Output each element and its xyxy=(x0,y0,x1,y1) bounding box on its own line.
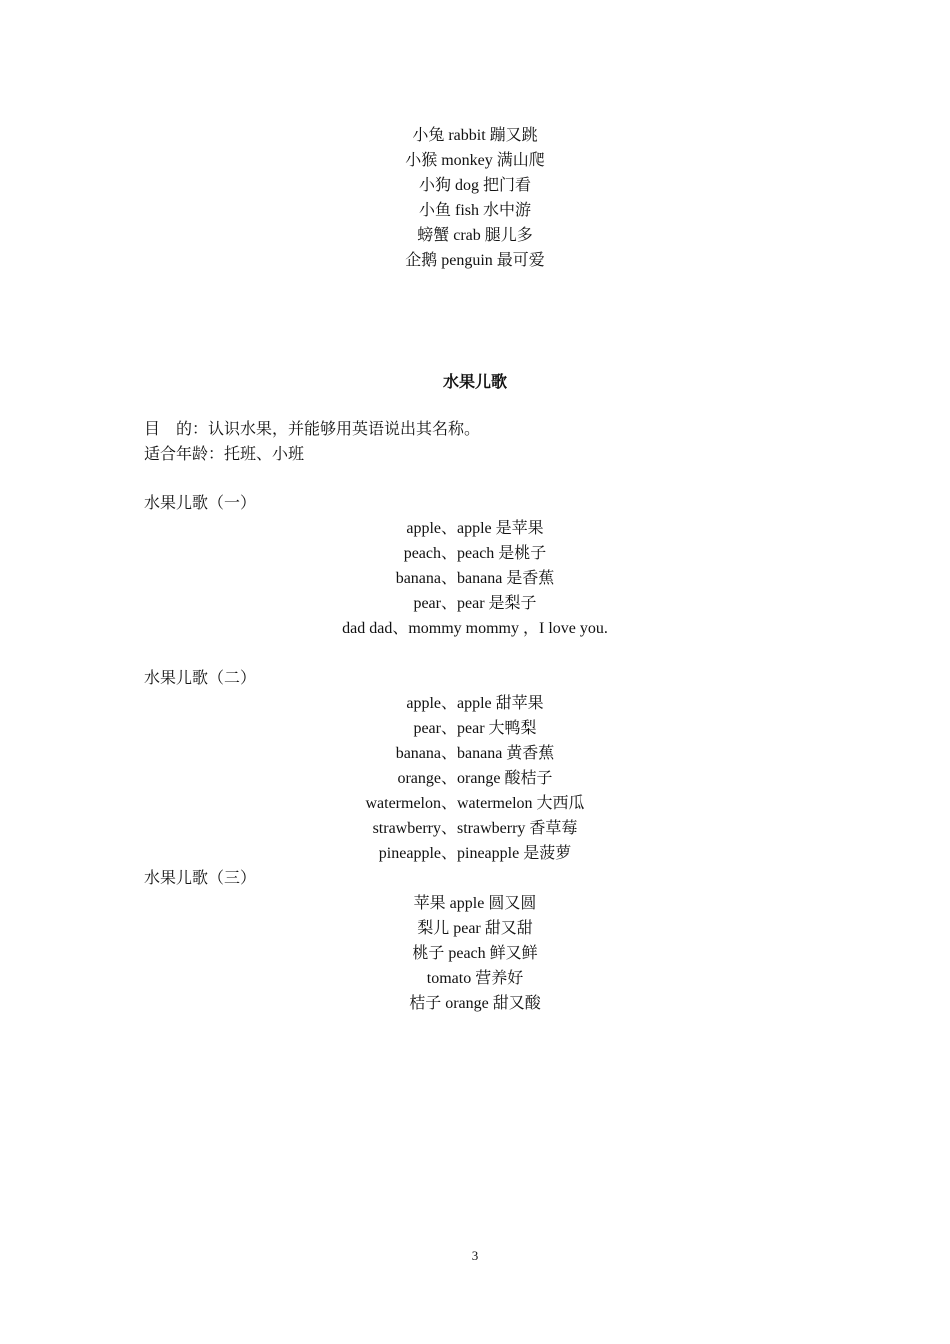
section-intro xyxy=(0,417,950,467)
song-heading: 水果儿歌（三） xyxy=(144,870,257,887)
song-line: 桃子 peach 鲜又鲜 xyxy=(412,945,538,962)
age-text: 适合年龄：托班、小班 xyxy=(144,446,305,463)
page-number: 3 xyxy=(471,1248,479,1263)
section-title: 水果儿歌 xyxy=(442,374,507,391)
rhyme-line: 小猴 monkey 满山爬 xyxy=(405,152,545,169)
song-line: 梨儿 pear 甜又甜 xyxy=(417,920,533,937)
fruit-song-1 xyxy=(0,491,950,641)
song-line: banana、banana 是香蕉 xyxy=(395,570,555,587)
song-line: tomato 营养好 xyxy=(426,970,524,987)
rhyme-line: 小狗 dog 把门看 xyxy=(418,177,531,194)
fruit-song-3 xyxy=(0,866,950,1016)
rhyme-line: 螃蟹 crab 腿儿多 xyxy=(417,227,533,244)
fruit-song-2 xyxy=(0,666,950,866)
song-line: dad dad、mommy mommy ，I love you. xyxy=(342,620,608,637)
song-line: pear、pear 大鸭梨 xyxy=(413,720,537,737)
fruit-section-title-block xyxy=(0,370,950,395)
rhyme-line: 企鹅 penguin 最可爱 xyxy=(405,252,545,269)
rhyme-line: 小鱼 fish 水中游 xyxy=(418,202,531,219)
song-line: orange、orange 酸桔子 xyxy=(397,770,553,787)
song-line: apple、apple 是苹果 xyxy=(406,520,544,537)
song-line: banana、banana 黄香蕉 xyxy=(395,745,555,762)
purpose-text: 目 的：认识水果，并能够用英语说出其名称。 xyxy=(144,421,481,438)
song-line: strawberry、strawberry 香草莓 xyxy=(372,820,578,837)
song-line: watermelon、watermelon 大西瓜 xyxy=(365,795,585,812)
song-line: 桔子 orange 甜又酸 xyxy=(409,995,541,1012)
song-line: apple、apple 甜苹果 xyxy=(406,695,544,712)
song-heading: 水果儿歌（二） xyxy=(144,670,257,687)
song-heading: 水果儿歌（一） xyxy=(144,495,257,512)
animal-rhyme xyxy=(0,123,950,273)
song-line: 苹果 apple 圆又圆 xyxy=(413,895,537,912)
rhyme-line: 小兔 rabbit 蹦又跳 xyxy=(412,127,538,144)
song-line: peach、peach 是桃子 xyxy=(403,545,547,562)
song-line: pear、pear 是梨子 xyxy=(413,595,537,612)
song-line: pineapple、pineapple 是菠萝 xyxy=(378,845,572,862)
